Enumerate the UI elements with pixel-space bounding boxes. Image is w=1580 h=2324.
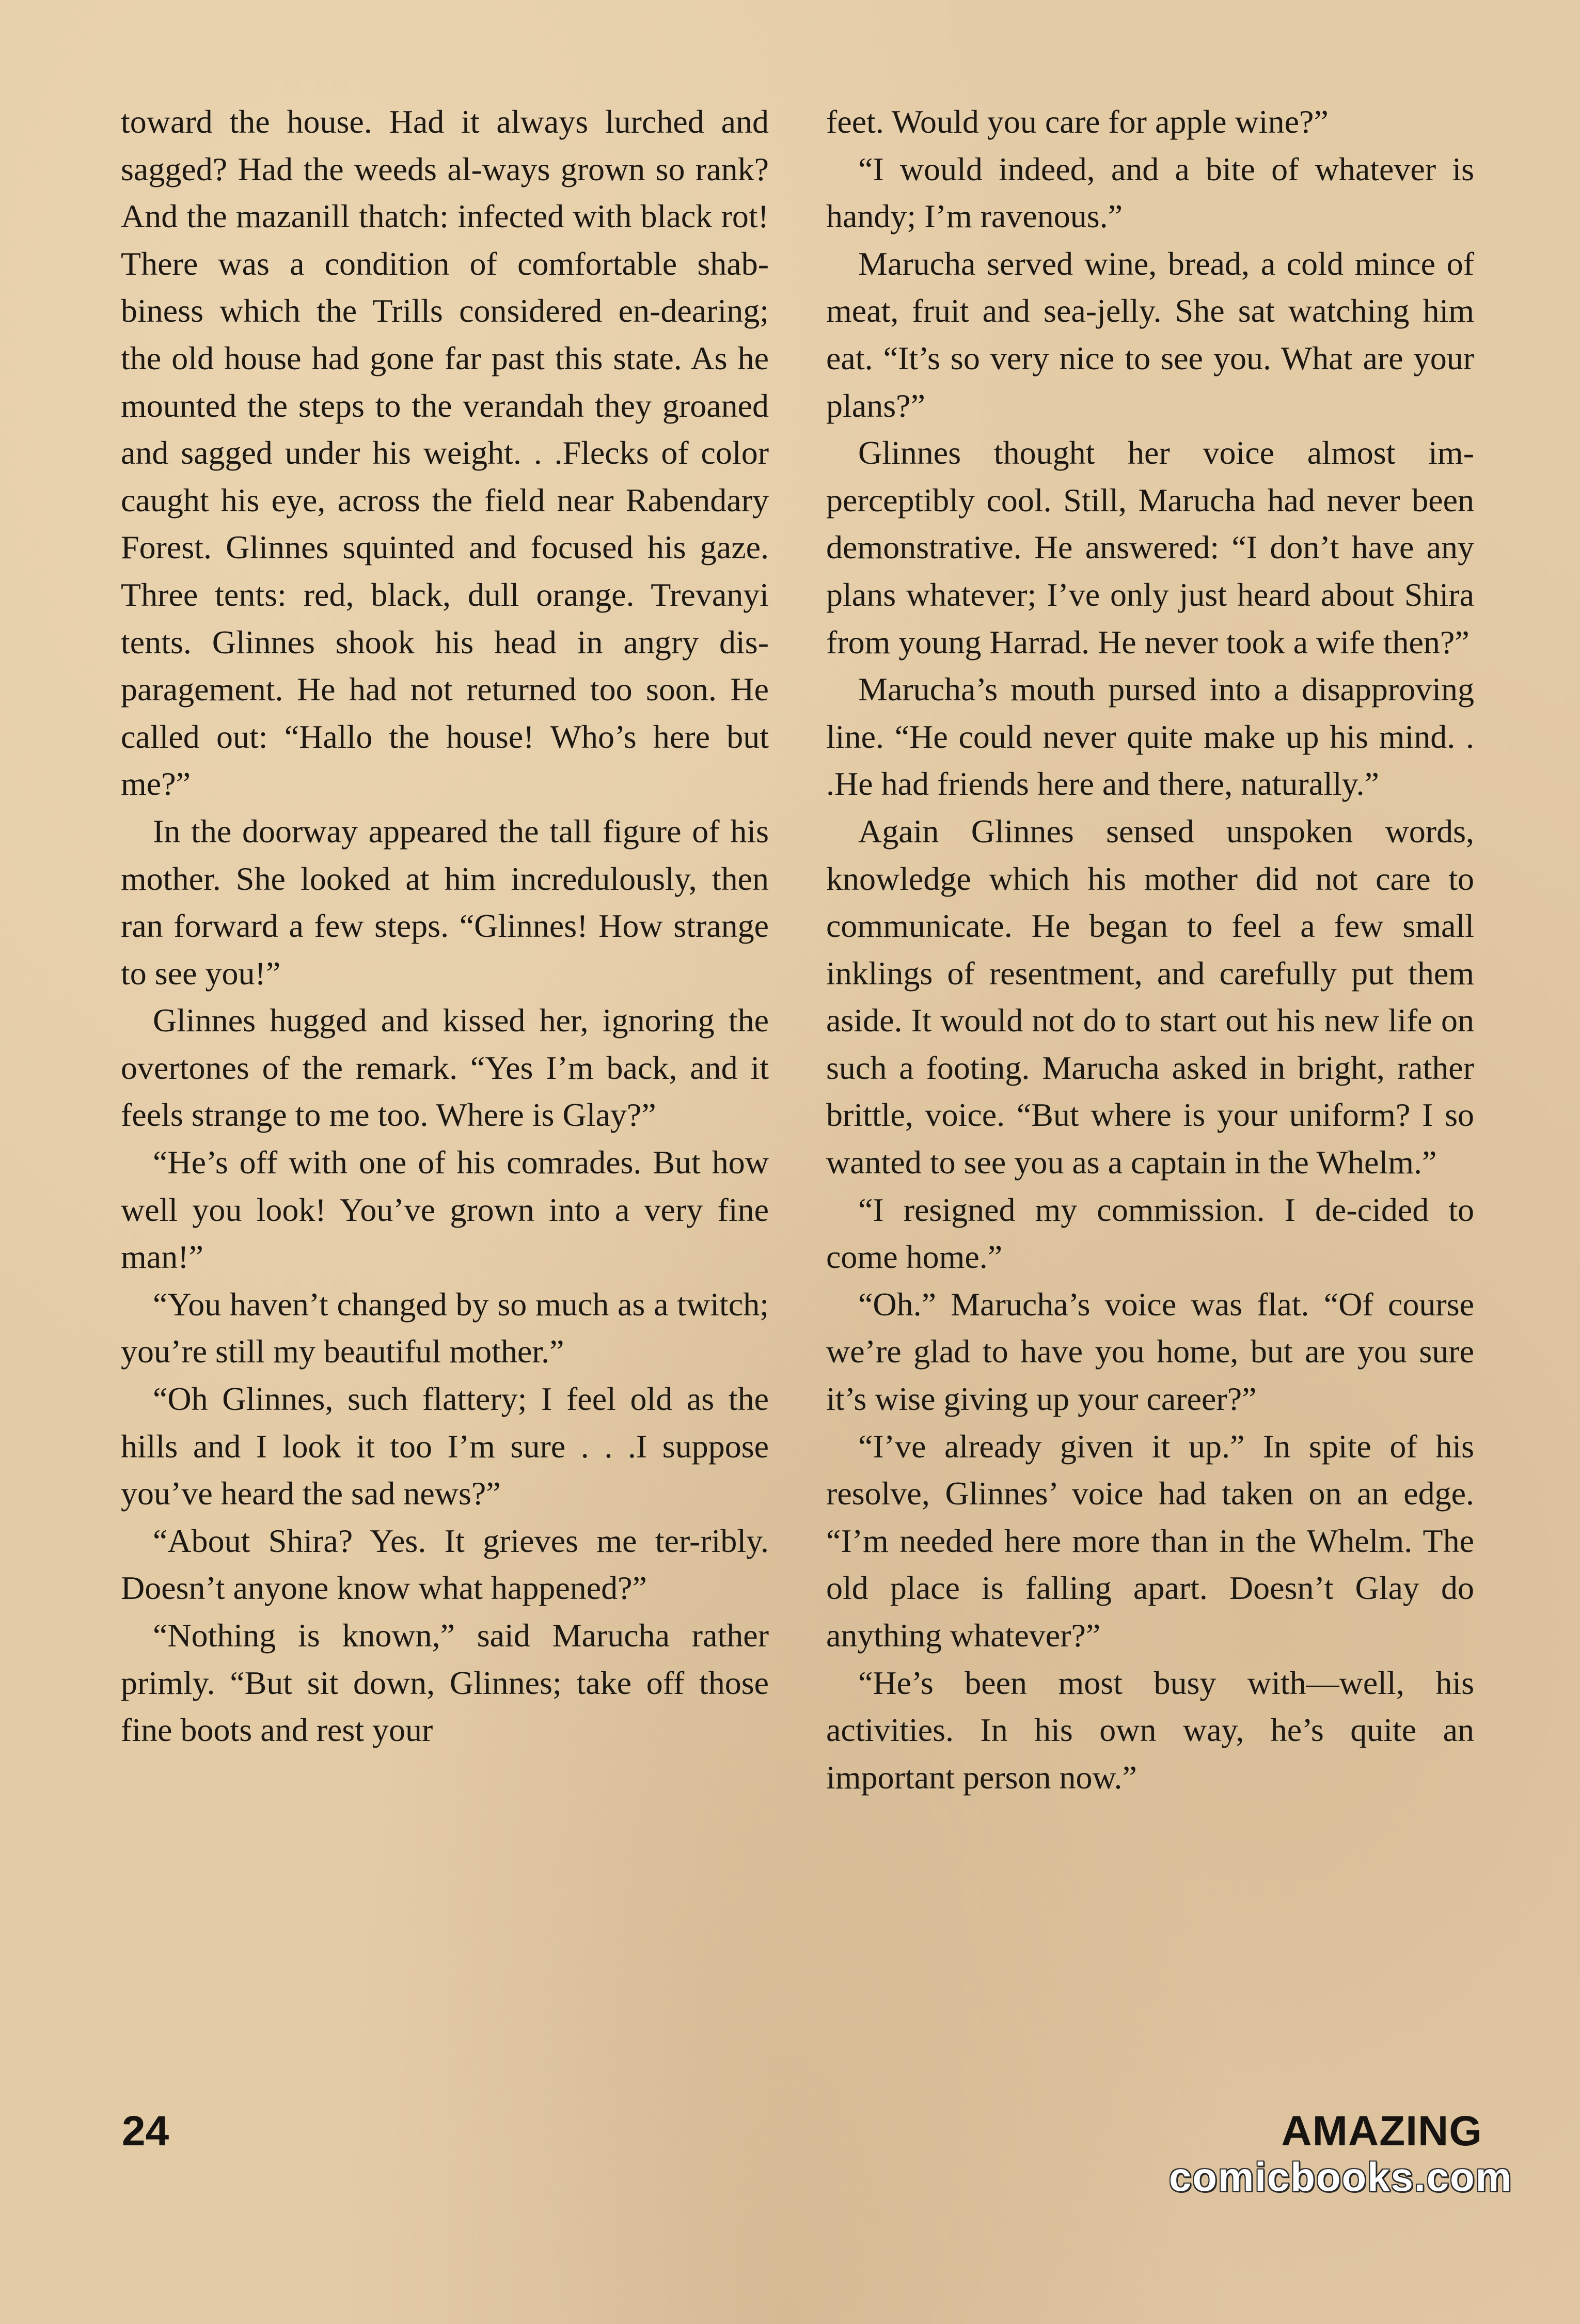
paragraph: In the doorway appeared the tall figure of his mother. She looked at him incredulously, then ran forward a few steps. “Glinnes! How strange to see you!” xyxy=(121,812,769,992)
paragraph: “Nothing is known,” said Marucha rather primly. “But sit down, Glinnes; take off those fine boots and rest your xyxy=(121,1617,769,1749)
paragraph: Again Glinnes sensed unspoken words, knowledge which his mother did not care to communicate. He began to feel a few small inklings of resentment, and carefully put them aside. It would not do to start out his new life on such a footing. Marucha asked in bright, rather brittle, voice. “But where is your uniform? I so wanted to see you as a captain in the Whelm.” xyxy=(826,812,1474,1181)
watermark: comicbooks.com xyxy=(1168,2154,1512,2200)
paragraph: “About Shira? Yes. It grieves me ter-ribly. Doesn’t anyone know what happened?” xyxy=(121,1522,769,1607)
paragraph: “He’s off with one of his comrades. But how well you look! You’ve grown into a very fine man!” xyxy=(121,1144,769,1276)
paragraph: Marucha served wine, bread, a cold mince of meat, fruit and sea-jelly. She sat watching him eat. “It’s so very nice to see you. What are your plans?” xyxy=(826,245,1474,424)
paragraph: “Oh Glinnes, such flattery; I feel old as the hills and I look it too I’m sure . . .I suppose you’ve heard the sad news?” xyxy=(121,1380,769,1512)
paragraph: Glinnes thought her voice almost im-perceptibly cool. Still, Marucha had never been demonstrative. He answered: “I don’t have any plans whatever; I’ve only just heard about Shira from young Harrad. He never took a wife then?” xyxy=(826,434,1474,661)
paragraph: “You haven’t changed by so much as a twitch; you’re still my beautiful mother.” xyxy=(121,1285,769,1370)
left-text-column xyxy=(121,98,769,1754)
paragraph: “He’s been most busy with—well, his activities. In his own way, he’s quite an important person now.” xyxy=(826,1664,1474,1796)
paragraph: toward the house. Had it always lurched and sagged? Had the weeds al-ways grown so rank? And the mazanill thatch: infected with black rot! There was a condition of comfortable shab-biness which the Trills considered en-dearing; the old house had gone far past this state. As he mounted the steps to the verandah they groaned and sagged under his weight. . .Flecks of color caught his eye, across the field near Rabendary Forest. Glinnes squinted and focused his gaze. Three tents: red, black, dull orange. Trevanyi tents. Glinnes shook his head in angry dis-paragement. He had not returned too soon. He called out: “Hallo the house! Who’s here but me?” xyxy=(121,103,769,803)
paragraph: “Oh.” Marucha’s voice was flat. “Of course we’re glad to have you home, but are you sure it’s wise giving up your career?” xyxy=(826,1285,1474,1418)
magazine-name: AMAZING xyxy=(1281,2108,1482,2155)
paragraph: feet. Would you care for apple wine?” xyxy=(826,103,1329,140)
paragraph: Glinnes hugged and kissed her, ignoring the overtones of the remark. “Yes I’m back, and it feels strange to me too. Where is Glay?” xyxy=(121,1002,769,1134)
paragraph: “I would indeed, and a bite of whatever is handy; I’m ravenous.” xyxy=(826,150,1474,235)
paragraph: “I’ve already given it up.” In spite of his resolve, Glinnes’ voice had taken on an edge. “I’m needed here more than in the Whelm. The old place is falling apart. Doesn’t Glay do anything whatever?” xyxy=(826,1427,1474,1654)
page-number: 24 xyxy=(122,2108,169,2155)
paragraph: Marucha’s mouth pursed into a disapproving line. “He could never quite make up his mind. . .He had friends here and there, naturally.” xyxy=(826,671,1474,803)
right-text-column xyxy=(826,98,1474,1801)
paragraph: “I resigned my commission. I de-cided to come home.” xyxy=(826,1191,1474,1276)
